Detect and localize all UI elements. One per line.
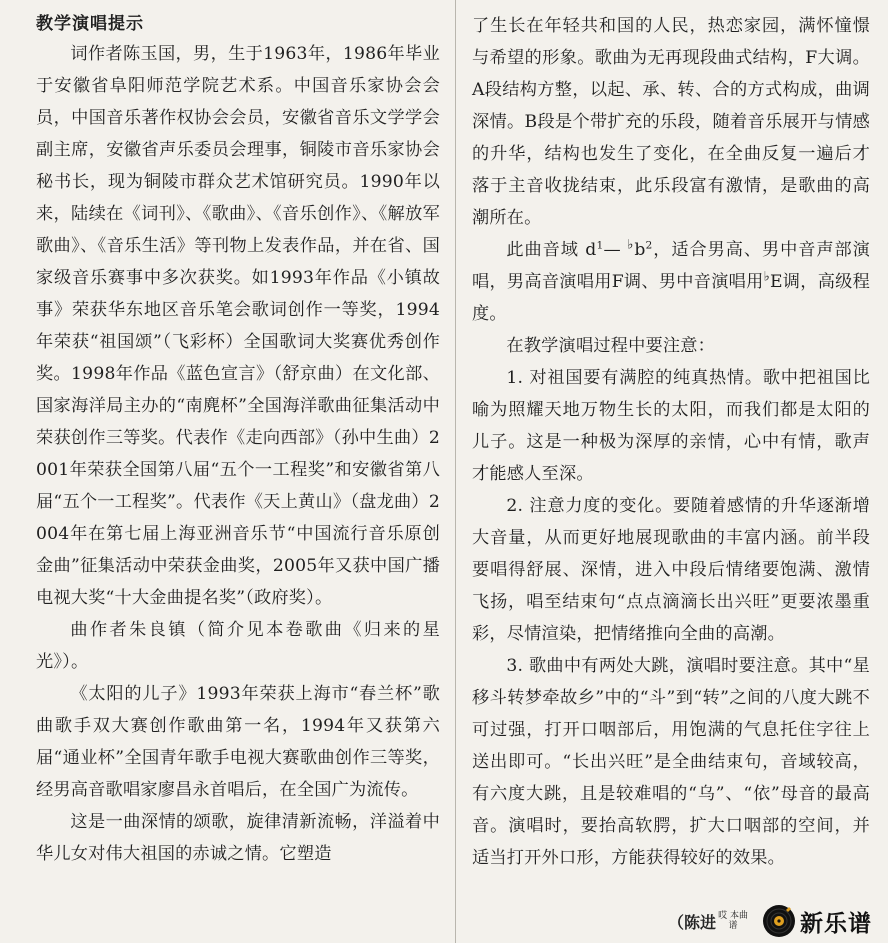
credit-text: （陈进 bbox=[668, 912, 717, 932]
paragraph-intro: 在教学演唱过程中要注意： bbox=[506, 336, 716, 356]
range-superscript-2: 2 bbox=[645, 238, 653, 252]
range-note-b: b bbox=[634, 240, 646, 260]
flat-symbol: ♭ bbox=[627, 237, 635, 253]
flat-symbol-2: ♭ bbox=[763, 269, 770, 285]
author-credit bbox=[668, 905, 748, 937]
left-column bbox=[36, 10, 440, 870]
right-column bbox=[472, 10, 870, 874]
site-logo bbox=[762, 903, 880, 939]
credit-small-text: 哎 本曲谱 bbox=[718, 911, 748, 931]
range-superscript-1: 1 bbox=[596, 238, 604, 252]
paragraph-composer: 曲作者朱良镇（简介见本卷歌曲《归来的星光》）。 bbox=[36, 620, 440, 672]
paragraph-awards: 《太阳的儿子》1993年荣获上海市“春兰杯”歌曲歌手双大赛创作歌曲第一名，1994年又获第六届“通业杯”全国青年歌手电视大赛歌曲创作三等奖，经男高音歌唱家廖昌永首唱后，在全国广为流传。 bbox=[36, 684, 440, 800]
paragraph-vocal-range bbox=[472, 234, 870, 330]
vinyl-record-icon bbox=[762, 904, 796, 938]
point-2: 2. 注意力度的变化。要随着感情的升华逐渐增大音量，从而更好地展现歌曲的丰富内涵。前半段要唱得舒展、深情，进入中段后情绪要饱满、激情飞扬，唱至结束句“点点滴滴长出兴旺”更要浓墨重彩，尽情渲染，把情绪推向全曲的高潮。 bbox=[472, 496, 870, 644]
paragraph-analysis-start: 这是一曲深情的颂歌，旋律清新流畅，洋溢着中华儿女对伟大祖国的赤诚之情。它塑造 bbox=[36, 812, 440, 864]
point-3: 3. 歌曲中有两处大跳，演唱时要注意。其中“星移斗转梦牵故乡”中的“斗”到“转”之间的八度大跳不可过强，打开口咽部后，用饱满的气息托住字往上送出即可。“长出兴旺”是全曲结束句，音域较高，有六度大跳，且是较难唱的“乌”、“依”母音的最高音。演唱时，要抬高软腭，扩大口咽部的空间，并适当打开外口形，方能获得较好的效果。 bbox=[472, 656, 870, 868]
logo-text: 新乐谱 bbox=[800, 910, 872, 937]
range-text-2: ，适合男高、男中音声部演唱，男高音演唱用F调、男中音演唱用 bbox=[472, 240, 871, 292]
range-dash: — bbox=[603, 240, 628, 260]
range-text-3: E调，高级程度。 bbox=[472, 272, 871, 324]
column-divider bbox=[455, 0, 456, 943]
paragraph-analysis-continued: 了生长在年轻共和国的人民，热恋家园，满怀憧憬与希望的形象。歌曲为无再现段曲式结构，F大调。A段结构方整，以起、承、转、合的方式构成，曲调深情。B段是个带扩充的乐段，随着音乐展开与情感的升华，结构也发生了变化，在全曲反复一遍后才落于主音收拢结束，此乐段富有激情，是歌曲的高潮所在。 bbox=[472, 16, 870, 228]
point-1: 1. 对祖国要有满腔的纯真热情。歌中把祖国比喻为照耀天地万物生长的太阳，而我们都是太阳的儿子。这是一种极为深厚的亲情，心中有情，歌声才能感人至深。 bbox=[472, 368, 870, 484]
section-heading: 教学演唱提示 bbox=[36, 14, 144, 34]
paragraph-lyricist: 词作者陈玉国，男，生于1963年，1986年毕业于安徽省阜阳师范学院艺术系。中国音乐家协会会员，中国音乐著作权协会会员，安徽省音乐文学学会副主席，安徽省声乐委员会理事，铜陵市音乐家协会秘书长，现为铜陵市群众艺术馆研究员。1990年以来，陆续在《词刊》、《歌曲》、《音乐创作》、《解放军歌曲》、《音乐生活》等刊物上发表作品，并在省、国家级音乐赛事中多次获奖。如1993年作品《小镇故事》荣获华东地区音乐笔会歌词创作一等奖，1994年荣获“祖国颂”（飞彩杯）全国歌词大奖赛优秀创作奖。1998年作品《蓝色宣言》（舒京曲）在文化部、国家海洋局主办的“南麂杯”全国海洋歌曲征集活动中荣获创作三等奖。代表作《走向西部》（孙中生曲）2001年荣获全国第八届“五个一工程奖”和安徽省第八届“五个一工程奖”。代表作《天上黄山》（盘龙曲）2004年在第七届上海亚洲音乐节“中国流行音乐原创金曲”征集活动中荣获金曲奖，2005年又获中国广播电视大奖“十大金曲提名奖”（政府奖）。 bbox=[36, 44, 440, 608]
range-text-1: 此曲音域 d bbox=[506, 240, 597, 260]
